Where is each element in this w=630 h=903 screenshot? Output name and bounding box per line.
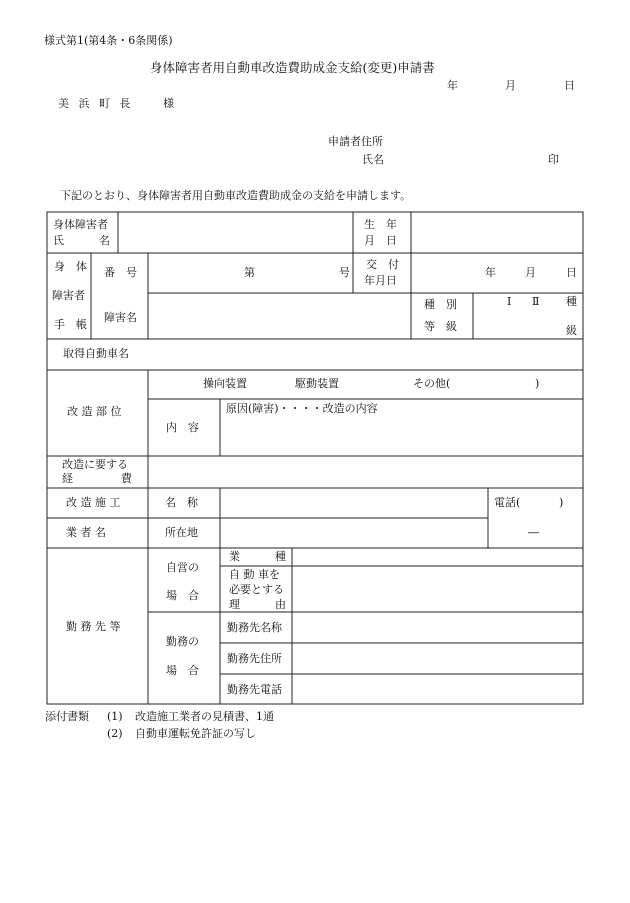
cause-label: 原因(障害)・・・・改造の内容 [226,402,378,415]
cost-label-2a: 経 [62,472,73,485]
need-label-1: 自 動 車を [229,568,280,581]
need-label-3a: 理 [229,598,240,611]
self-label-2: 場 合 [166,589,199,602]
issue-day: 日 [566,266,577,279]
work-label: 勤 務 先 等 [66,620,121,633]
roman-1: Ⅰ [507,295,512,308]
mod-steering: 操向装置 [203,377,247,390]
attachments-label: 添付書類 [45,710,89,723]
number-suffix: 号 [339,266,350,279]
industry-label-a: 業 [229,550,240,563]
person-name-label-1: 身体障害者 [53,218,108,231]
attachment-1-text: 改造施工業者の見積書、1通 [135,710,274,723]
company-name-label: 名 称 [165,496,198,509]
cost-label-2b: 費 [121,472,132,485]
issue-label-2: 年月日 [364,274,397,287]
grade-suffix: 級 [566,324,577,337]
self-label-1: 自営の [166,561,199,574]
vehicle-label: 取得自動車名 [63,347,129,360]
form-title: 身体障害者用自動車改造費助成金支給(変更)申請書 [150,60,435,75]
emp-label-1: 勤務の [166,635,199,648]
person-name-label-2a: 氏 [53,234,64,247]
need-label-3b: 由 [275,598,286,611]
birth-label-1: 生 年 [364,218,397,231]
type-label: 種 別 [424,298,457,311]
mod-other: その他( [413,377,451,390]
addressee: 美 浜 町 長 [58,97,134,110]
number-label: 番 号 [104,266,137,279]
date-year: 年 [447,79,458,92]
type-suffix: 種 [566,295,577,308]
date-day: 日 [564,79,575,92]
phone-dash: ― [528,526,539,539]
emp-address-label: 勤務先住所 [227,652,282,665]
contractor-label-2: 業 者 名 [66,526,106,539]
need-label-2: 必要とする [229,583,284,596]
cost-label-1: 改造に要する [62,458,128,471]
attachment-1-num: (1) [107,710,123,723]
techo-label-3: 手 帳 [54,318,87,331]
emp-name-label: 勤務先名称 [227,621,282,634]
techo-label-2: 障害者 [52,289,85,302]
phone-label: 電話( [494,496,521,509]
contractor-label-1: 改 造 施 工 [66,496,121,509]
company-address-label: 所在地 [165,526,198,539]
techo-label-1: 身 体 [54,260,87,273]
birth-label-2: 月 日 [364,234,397,247]
number-prefix: 第 [244,266,255,279]
mod-other-close: ) [535,377,540,390]
date-month: 月 [505,79,516,92]
grade-label: 等 級 [424,320,457,333]
phone-close: ) [559,496,564,509]
intro-text: 下記のとおり、身体障害者用自動車改造費助成金の支給を申請します。 [60,189,412,202]
emp-label-2: 場 合 [166,664,199,677]
attachment-2-num: (2) [107,727,123,740]
form-number: 様式第1(第4条・6条関係) [44,34,173,47]
addressee-honorific: 様 [163,97,174,110]
issue-year: 年 [485,266,496,279]
attachment-2-text: 自動車運転免許証の写し [135,727,256,740]
content-label: 内 容 [166,421,199,434]
emp-phone-label: 勤務先電話 [227,683,282,696]
issue-month: 月 [525,266,536,279]
mod-part-label: 改 造 部 位 [67,405,122,418]
industry-label-b: 種 [275,550,286,563]
mod-drive: 駆動装置 [295,377,339,390]
roman-2: Ⅱ [532,295,540,308]
applicant-address-label: 申請者住所 [328,135,383,148]
seal-label: 印 [548,153,559,166]
issue-label-1: 交 付 [366,258,399,271]
disability-label: 障害名 [104,311,137,324]
person-name-label-2b: 名 [99,234,110,247]
applicant-name-label: 氏名 [362,153,384,166]
